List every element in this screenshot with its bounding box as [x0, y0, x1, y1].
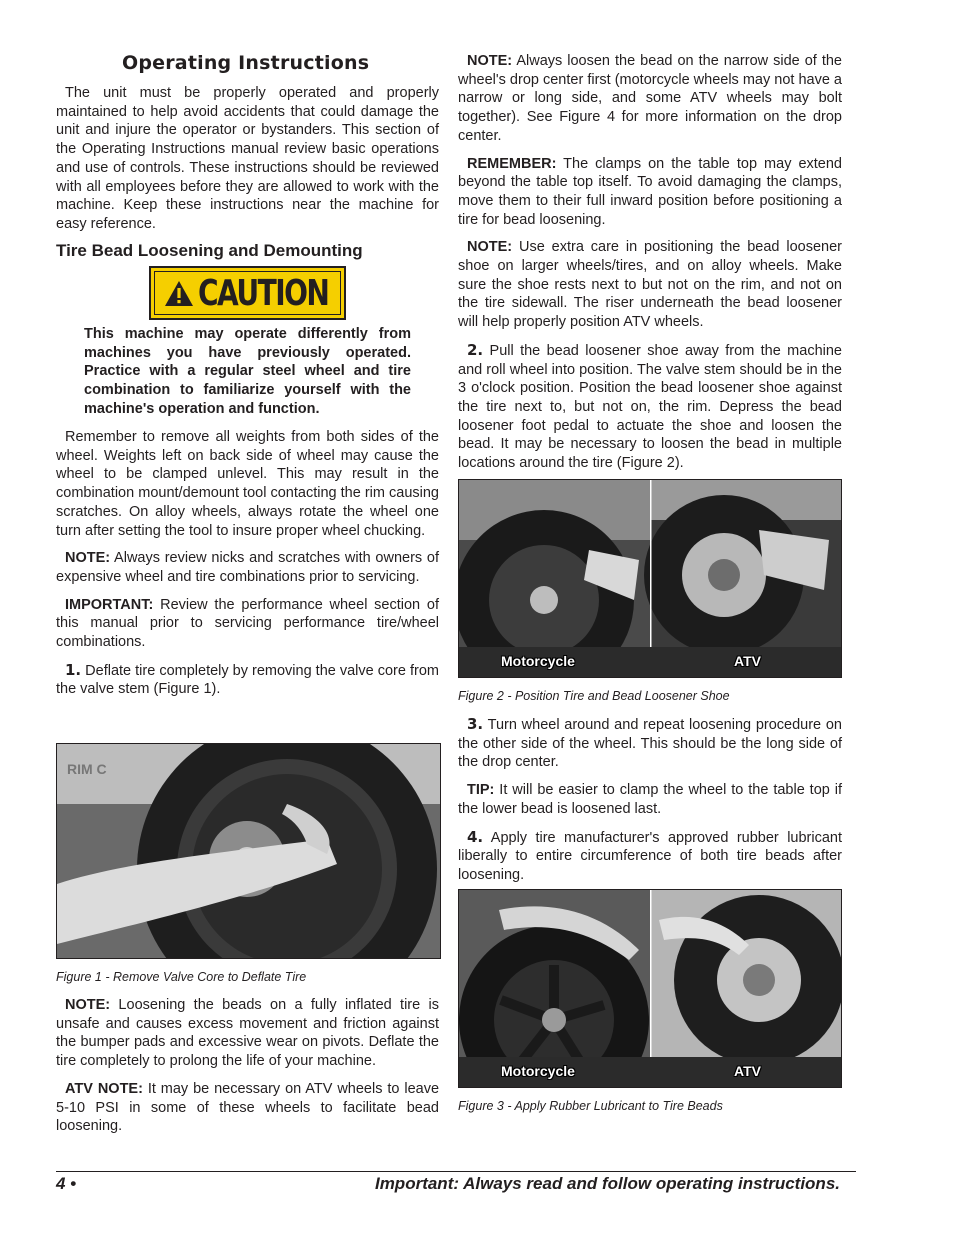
note-inflated: NOTE: Loosening the beads on a fully inflated tire is unsafe and causes excess movement and friction against the bumper pads and excessive wear on pivots. Deflate the tire completely to prolong the life of your machine.: [56, 997, 439, 1070]
figure-2-atv-label: ATV: [734, 653, 761, 669]
step-3: 3. Turn wheel around and repeat loosening procedure on the other side of the wheel. This should be the long side of the drop center.: [458, 715, 842, 771]
svg-text:RIM C: RIM C: [67, 761, 107, 777]
figure-3-label-band: [459, 1057, 841, 1087]
step-1: 1. Deflate tire completely by removing the valve core from the valve stem (Figure 1).: [56, 660, 439, 698]
note-narrow-side: NOTE: Always loosen the bead on the narrow side of the wheel's drop center first (motorcycle wheels may not have a narrow or long side, and some ATV wheels may bolt together). See Figure 4 for more information on the drop center.: [458, 53, 842, 144]
step-4: 4. Apply tire manufacturer's approved rubber lubricant liberally to entire circumference of both tire beads after loosening.: [458, 827, 842, 883]
remember-clamps: REMEMBER: The clamps on the table top may extend beyond the table top itself. To avoid damaging the clamps, move them to their full inward position before positioning a tire for bead loosening.: [458, 155, 842, 228]
footer-divider: [56, 1171, 856, 1172]
page-title: Operating Instructions: [122, 52, 370, 74]
warning-triangle-icon: [164, 280, 194, 307]
figure-2-motorcycle-label: Motorcycle: [501, 653, 575, 669]
footer-text: Important: Always read and follow operating instructions.: [374, 1174, 840, 1193]
caution-label: CAUTION: [197, 272, 329, 314]
section-heading: Tire Bead Loosening and Demounting: [56, 241, 363, 260]
figure-3-motorcycle-label: Motorcycle: [501, 1063, 575, 1079]
important-note: IMPORTANT: Review the performance wheel section of this manual prior to servicing performance tire/wheel combinations.: [56, 596, 439, 651]
caution-text: This machine may operate differently from machines you have previously operated. Practice with a regular steel wheel and tire combination to familiarize yourself with the machine's operation and function.: [84, 326, 411, 417]
figure-2-label-band: [459, 647, 841, 677]
left-column-top: [56, 84, 439, 234]
step-2: 2. Pull the bead loosener shoe away from the machine and roll wheel into position. The valve stem should be in the 3 o'clock position. Position the bead loosener shoe against the tire next to, but not on, the rim. Depress the bead loosener foot pedal to actuate the shoe and loosen the bead. It may be necessary to loosen the bead in multiple locations around the tire (Figure 2).: [458, 340, 842, 472]
tip: TIP: It will be easier to clamp the wheel to the table top if the lower bead is loosened last.: [458, 782, 842, 817]
figure-3-photos: [458, 889, 842, 1088]
figure-3-atv-label: ATV: [734, 1063, 761, 1079]
figure-3-caption: Figure 3 - Apply Rubber Lubricant to Tire Beads: [458, 1099, 723, 1113]
figure-2-photos: [458, 479, 842, 678]
figure-1-caption: Figure 1 - Remove Valve Core to Deflate Tire: [56, 970, 307, 984]
figure-2-caption: Figure 2 - Position Tire and Bead Loosener Shoe: [458, 689, 730, 703]
page-number: 4 •: [56, 1174, 77, 1193]
remember-paragraph: Remember to remove all weights from both sides of the wheel. Weights left on back side of wheel may cause the wheel to be clamped unlevel. This may result in the combination mount/demount tool contacting the rim causing scratches. On alloy wheels, always rotate the wheel one turn after setting the tool to insure proper wheel chucking.: [56, 429, 439, 539]
caution-sign: [149, 266, 346, 320]
note-extra-care: NOTE: Use extra care in positioning the bead loosener shoe on larger wheels/tires, and on alloy wheels. Make sure the shoe rests next to but not on the rim, and not on the tire sidewall. The riser underneath the bead loosener will help properly position ATV wheels.: [458, 239, 842, 331]
atv-note: ATV NOTE: It may be necessary on ATV wheels to leave 5-10 PSI in some of these wheels to facilitate bead loosening.: [56, 1080, 440, 1135]
intro-paragraph: The unit must be properly operated and properly maintained to help avoid accidents that could damage the unit and injure the operator or bystanders. This section of the Operating Instructions manual review basic operations and use of controls. These instructions should be reviewed with all employees before they are allowed to work with the machine. Keep these instructions near the machine for easy reference.: [56, 85, 439, 232]
figure-1-photo: [56, 743, 441, 959]
note-nicks: NOTE: Always review nicks and scratches with owners of expensive wheel and tire combinations prior to servicing.: [56, 550, 439, 585]
